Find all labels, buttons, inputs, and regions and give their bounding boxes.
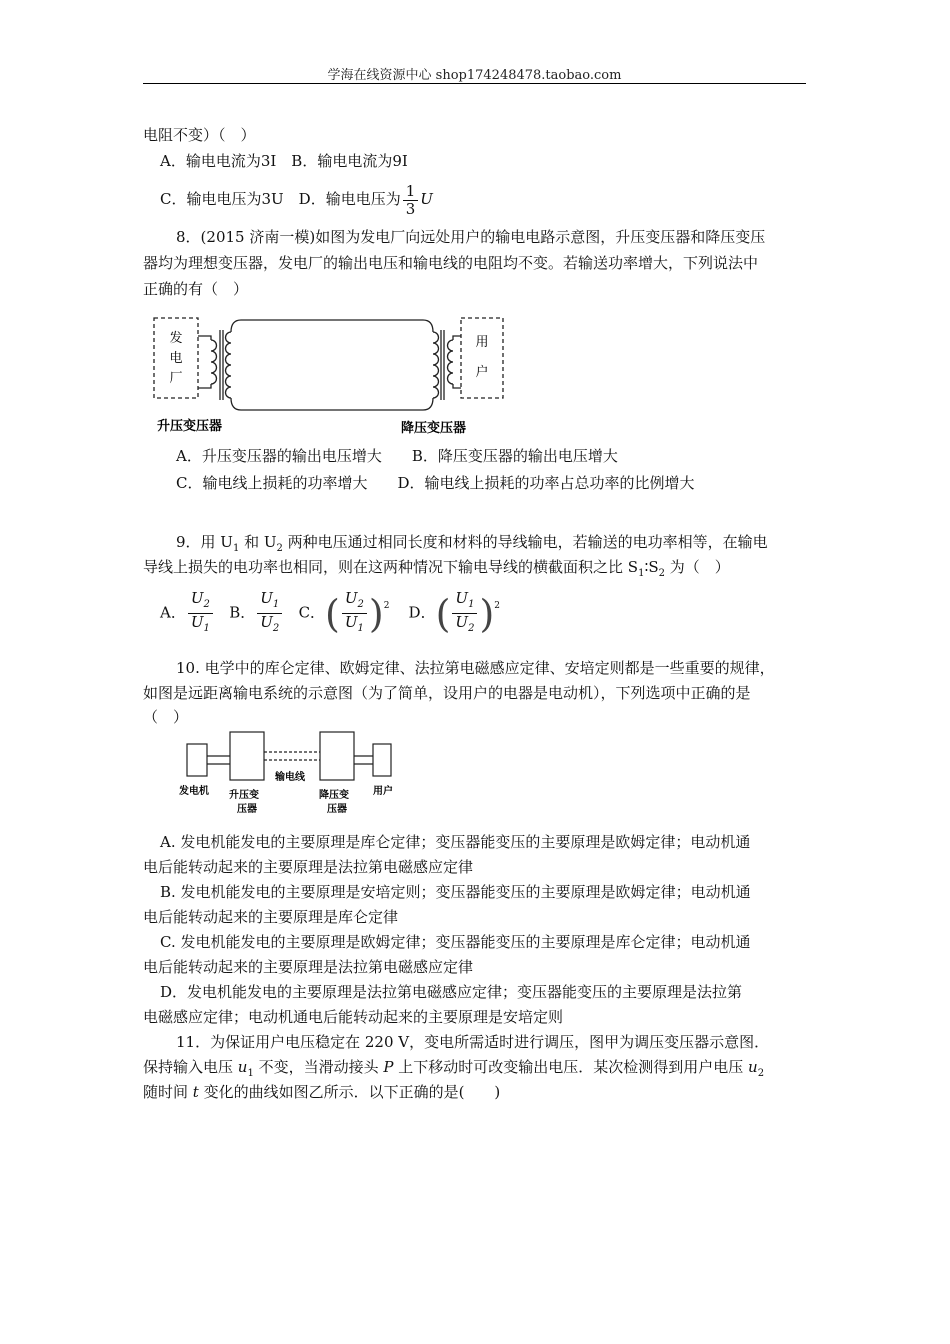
q10-option-d-2: 电磁感应定律；电动机通电后能转动起来的主要原理是安培定则: [143, 1008, 564, 1026]
q11-u1-sub: 1: [247, 1068, 254, 1079]
q10-option-a-2: 电后能转动起来的主要原理是法拉第电磁感应定律: [143, 858, 474, 876]
q7-line0: 电阻不变）（ ）: [143, 126, 256, 144]
q8-line3: 正确的有（ ）: [143, 280, 249, 298]
u: U: [190, 589, 204, 607]
q8-line1: 8．(2015 济南一模)如图为发电厂向远处用户的输电电路示意图，升压变压器和降压变压: [176, 228, 766, 246]
plant-label-3: 厂: [169, 371, 183, 386]
sub2: 2: [357, 599, 364, 610]
transmission-line-label: 输电线: [275, 772, 305, 783]
q10-option-a-1: A. 发电机能发电的主要原理是库仑定律；变压器能变压的主要原理是欧姆定律；电动机通: [160, 833, 751, 851]
q11-t: t: [192, 1083, 199, 1101]
q9-option-b-fraction: [257, 590, 282, 637]
q9-option-b-label: B．: [229, 603, 256, 622]
q9-options: A． $\frac{U_2}{U_1}$ B． $\frac{U_1}{U_2}$ C．( $\frac{U_2}{U_1}$ )$^2$ D．( $\frac{U_1}{U_2}$ )$^2$: [160, 589, 500, 636]
q11-p: P: [383, 1058, 394, 1076]
page-header: 学海在线资源中心 shop174248478.taobao.com: [327, 68, 622, 83]
q9-l2a: 导线上损失的电功率也相同，则在这两种情况下输电导线的横截面积之比 S: [143, 558, 639, 576]
sub2: 2: [468, 623, 475, 634]
q11-line1: 11．为保证用户电压稳定在 220 V，变电所需适时进行调压，图甲为调压变压器示意图．: [176, 1033, 770, 1051]
generator-box: [187, 744, 207, 776]
q8-circuit-diagram: [143, 310, 523, 440]
q7-option-c-text: C．输电电压为3U D．输电电压为: [160, 190, 401, 208]
u: U: [344, 613, 358, 631]
q10-line3: （ ）: [143, 708, 189, 726]
step-down-label-1: 降压变: [319, 790, 349, 801]
sub1: 1: [468, 599, 475, 610]
sub1: 1: [272, 599, 280, 610]
u: U: [344, 589, 358, 607]
u: U: [260, 589, 273, 607]
q11-l2c: 上下移动时可改变输出电压．某次检测得到用户电压: [393, 1058, 749, 1076]
q7-frac-variable: U: [420, 190, 433, 208]
q11-u2-sub: 2: [757, 1068, 765, 1079]
sub1: 1: [357, 623, 364, 634]
sub2: 2: [203, 599, 210, 610]
transmission-line-top: [231, 320, 433, 332]
q9-l2b: 1: [638, 568, 645, 579]
step-down-primary-coil: [433, 332, 439, 398]
q11-line3: [143, 1082, 807, 1102]
user-box: [373, 744, 391, 776]
q9-option-d-label: D．: [408, 603, 436, 622]
q10-option-b-2: 电后能转动起来的主要原理是库仑定律: [143, 908, 399, 926]
transmission-line-bottom: [231, 398, 433, 410]
u: U: [455, 613, 469, 631]
q7-fraction: [403, 183, 419, 218]
step-down-label-2: 压器: [327, 804, 347, 815]
user-label: 用户: [373, 786, 393, 797]
u: U: [190, 613, 204, 631]
q11-l3a: 随时间: [143, 1083, 193, 1101]
step-down-caption: 降压变压器: [401, 421, 467, 436]
step-up-secondary-coil: [226, 332, 232, 398]
q10-option-c-2: 电后能转动起来的主要原理是法拉第电磁感应定律: [143, 958, 474, 976]
q9-l1a: 9．用 U: [176, 533, 233, 551]
q9-line2: [143, 557, 807, 584]
step-up-label-2: 压器: [237, 804, 257, 815]
q9-option-d-exponent: 2: [494, 601, 500, 611]
q8-line2: 器均为理想变压器，发电厂的输出电压和输电线的电阻均不变。若输送功率增大，下列说法中: [143, 254, 759, 272]
q7-options-ab: A．输电电流为3I B．输电电流为9I: [160, 152, 408, 170]
sub2: 2: [272, 623, 280, 634]
step-up-primary-coil: [211, 340, 217, 384]
q9-l1c: 和 U: [239, 533, 277, 551]
q7-frac-denominator: 3: [405, 199, 416, 218]
q7-frac-numerator: 1: [403, 183, 419, 201]
q9-option-c-fraction: [342, 590, 367, 637]
q9-l2c: ∶S: [644, 558, 659, 576]
q9-l1d: 2: [276, 543, 283, 554]
q10-option-b-1: B. 发电机能发电的主要原理是安培定则；变压器能变压的主要原理是欧姆定律；电动机通: [160, 883, 751, 901]
step-up-label-1: 升压变: [229, 790, 259, 801]
q11-u2: u: [748, 1058, 758, 1076]
q11-l3b: 变化的曲线如图乙所示．以下正确的是( ): [198, 1083, 501, 1101]
q9-line1: [176, 532, 840, 559]
q9-option-d-fraction: [452, 590, 477, 637]
q8-options-cd: C．输电线上损耗的功率增大 D．输电线上损耗的功率占总功率的比例增大: [176, 474, 695, 492]
q10-line1: 10. 电学中的库仑定律、欧姆定律、法拉第电磁感应定律、安培定则都是一些重要的规律，: [176, 659, 775, 677]
q11-l2b: 不变，当滑动接头: [253, 1058, 384, 1076]
step-down-transformer-box: [320, 732, 354, 780]
user-label-1: 用: [475, 335, 489, 350]
step-down-secondary-coil: [448, 340, 453, 384]
q11-u1: u: [237, 1058, 248, 1076]
plant-label-2: 电: [169, 351, 183, 366]
q9-l1e: 两种电压通过相同长度和材料的导线输电，若输送的电功率相等，在输电: [282, 533, 768, 551]
q9-l1b: 1: [232, 543, 240, 554]
q7-options-cd: [160, 178, 824, 220]
u: U: [455, 589, 469, 607]
sub1: 1: [203, 623, 210, 634]
step-up-caption: 升压变压器: [157, 419, 223, 434]
q9-option-a-fraction: [188, 590, 213, 637]
q10-option-c-1: C. 发电机能发电的主要原理是欧姆定律；变压器能变压的主要原理是库仑定律；电动机通: [160, 933, 751, 951]
q11-l2a: 保持输入电压: [143, 1058, 238, 1076]
generator-label: 发电机: [179, 786, 209, 797]
q9-l2e: 为（ ）: [665, 558, 730, 576]
header-rule: [143, 83, 806, 84]
user-label-2: 户: [475, 365, 489, 380]
q9-option-a-label: A．: [160, 603, 186, 622]
q9-l2d: 2: [658, 568, 665, 579]
u: U: [260, 613, 273, 631]
step-up-transformer-box: [230, 732, 264, 780]
q9-option-c-exponent: 2: [383, 601, 390, 611]
q11-line2: [143, 1057, 807, 1084]
q10-system-diagram: [175, 728, 415, 822]
q10-line2: 如图是远距离输电系统的示意图（为了简单，设用户的电器是电动机），下列选项中正确的是: [143, 684, 751, 702]
q10-option-d-1: D．发电机能发电的主要原理是法拉第电磁感应定律；变压器能变压的主要原理是法拉第: [160, 983, 743, 1001]
user-box: [461, 318, 503, 398]
plant-label-1: 发: [169, 331, 183, 346]
q8-options-ab: A．升压变压器的输出电压增大 B．降压变压器的输出电压增大: [176, 447, 618, 465]
q9-option-c-label: C．: [298, 603, 326, 622]
